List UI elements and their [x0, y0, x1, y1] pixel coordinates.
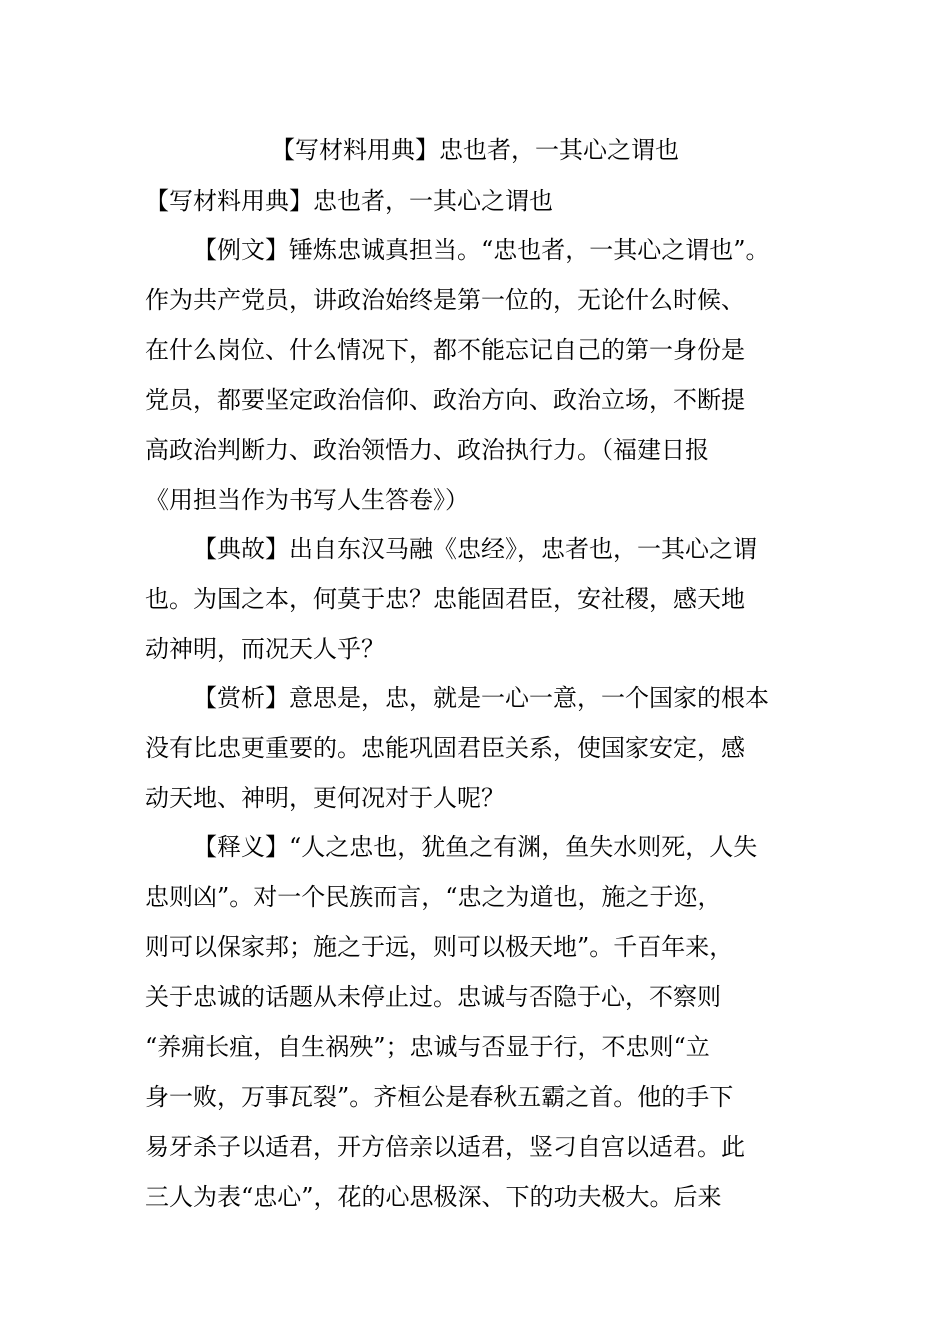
interpretation-paragraph-line: 三人为表“忠心”，花的心思极深、下的功夫极大。后来: [145, 1183, 722, 1211]
subtitle-line: 【写材料用典】忠也者，一其心之谓也: [145, 187, 553, 215]
example-paragraph-line: 【例文】锤炼忠诚真担当。“忠也者，一其心之谓也”。: [193, 236, 770, 264]
interpretation-paragraph-line: 关于忠诚的话题从未停止过。忠诚与否隐于心，不察则: [145, 983, 721, 1011]
document-title: 【写材料用典】忠也者，一其心之谓也: [271, 136, 679, 164]
allusion-paragraph-line: 动神明，而况天人乎？: [145, 635, 385, 663]
allusion-paragraph-line: 也。为国之本，何莫于忠？忠能固君臣，安社稷，感天地: [145, 585, 745, 613]
interpretation-paragraph-line: 身一败，万事瓦裂”。齐桓公是春秋五霸之首。他的手下: [145, 1083, 734, 1111]
interpretation-paragraph-line: “养痈长疽，自生祸殃”；忠诚与否显于行，不忠则“立: [145, 1033, 710, 1061]
interpretation-paragraph-line: 【释义】“人之忠也，犹鱼之有渊，鱼失水则死，人失: [193, 833, 758, 861]
appreciation-paragraph-line: 动天地、神明，更何况对于人呢？: [145, 784, 505, 812]
interpretation-paragraph-line: 易牙杀子以适君，开方倍亲以适君，竖刁自宫以适君。此: [145, 1133, 745, 1161]
example-paragraph-line: 《用担当作为书写人生答卷》）: [145, 486, 469, 514]
allusion-paragraph-line: 【典故】出自东汉马融《忠经》，忠者也，一其心之谓: [193, 535, 757, 563]
example-paragraph-line: 党员，都要坚定政治信仰、政治方向、政治立场，不断提: [145, 386, 745, 414]
interpretation-paragraph-line: 则可以保家邦；施之于远，则可以极天地”。千百年来，: [145, 933, 734, 961]
example-paragraph-line: 在什么岗位、什么情况下，都不能忘记自己的第一身份是: [145, 336, 745, 364]
interpretation-paragraph-line: 忠则凶”。对一个民族而言，“忠之为道也，施之于迩，: [145, 883, 722, 911]
example-paragraph-line: 作为共产党员，讲政治始终是第一位的，无论什么时候、: [145, 286, 745, 314]
appreciation-paragraph-line: 【赏析】意思是，忠，就是一心一意，一个国家的根本: [193, 684, 769, 712]
appreciation-paragraph-line: 没有比忠更重要的。忠能巩固君臣关系，使国家安定，感: [145, 734, 745, 762]
example-paragraph-line: 高政治判断力、政治领悟力、政治执行力。（福建日报: [145, 436, 709, 464]
